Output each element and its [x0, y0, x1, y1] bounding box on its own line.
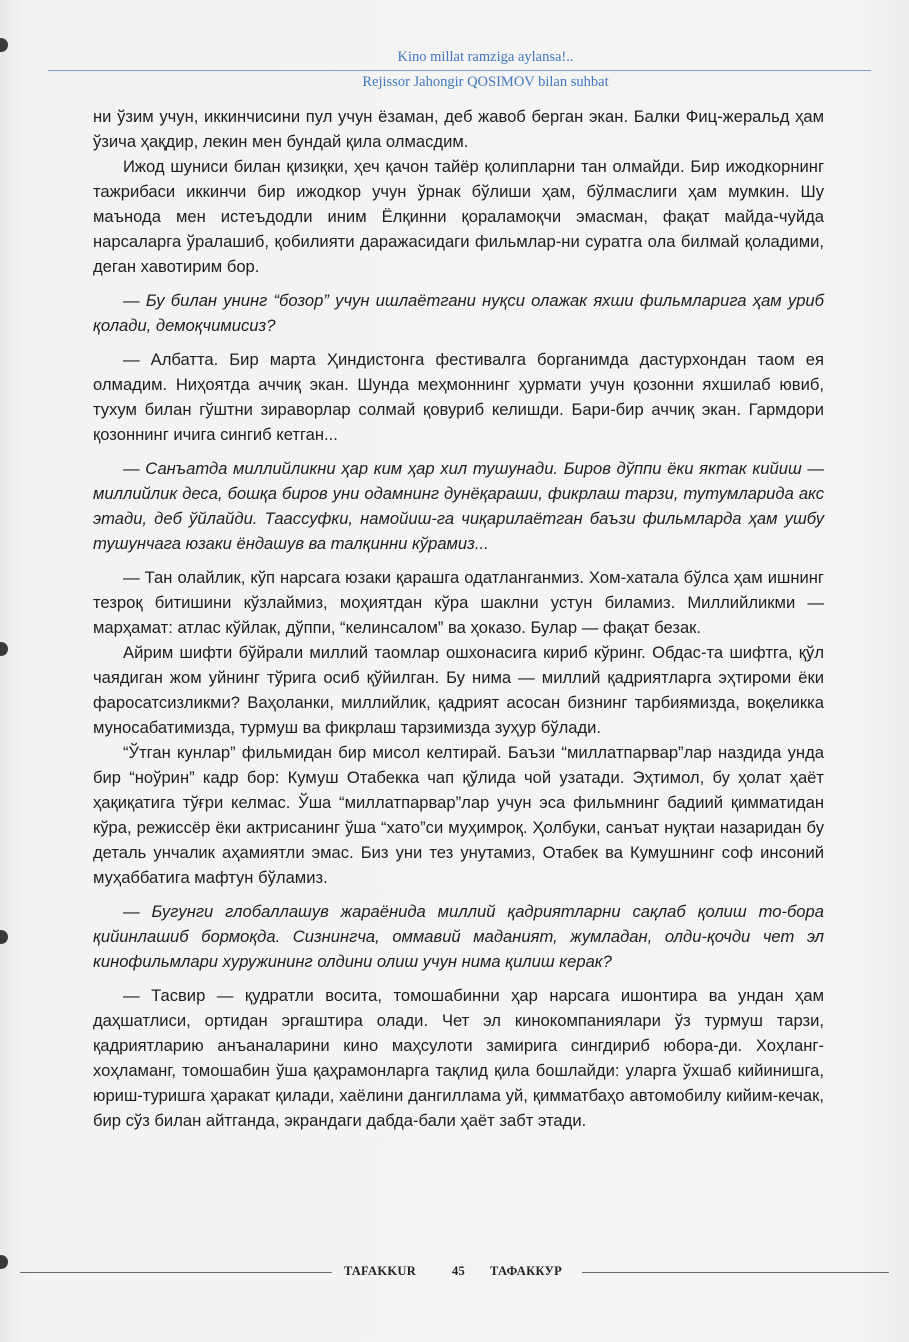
- interview-answer: — Тасвир — қудратли восита, томошабинни ҳар нарсага ишонтира ва ундан ҳам даҳшатлиси, ортидан эргаштира олади. Чет эл кинокомпаниялари ўз турмуш тарзи, қадриятларию анъаналарини кино маҳсулоти замирига сингдириб юбора-ди. Хоҳланг-хоҳламанг, томошабин ўша қаҳрамонларга тақлид қила бошлайди: уларга ўхшаб кийинишга, юриш-туришга ҳаракат қилади, хаёлини дангиллама уй, қимматбаҳо автомобилу кийим-кечак, бир сўз билан айтганда, экрандаги дабда-бали ҳаёт забт этади.: [93, 986, 824, 1130]
- interview-question: — Бугунги глобаллашув жараёнида миллий қадриятларни сақлаб қолиш то-бора қийинлашиб бормоқда. Сизнингча, оммавий маданият, жумладан, олди-қочди чет эл кинофильмлари хуружининг олдини олиш учун нима қилиш керак?: [93, 902, 824, 971]
- paragraph: “Ўтган кунлар” фильмидан бир мисол келтирай. Баъзи “миллатпарвар”лар наздида унда бир “ноўрин” кадр бор: Кумуш Отабекка чап қўлида чой узатади. Эҳтимол, бу ҳолат ҳаёт ҳақиқатига тўғри келмас. Ўша “миллатпарвар”лар учун эса фильмнинг бадиий қимматидан кўра, режиссёр ёки актрисанинг ўша “хато”си муҳимроқ. Ҳолбуки, санъат нуқтаи назаридан бу деталь унчалик аҳамиятли эмас. Биз уни тез унутамиз, Отабек ва Кумушнинг соф инсоний муҳаббатига мафтун бўламиз.: [93, 743, 824, 887]
- header-article-title: Kino millat ramziga aylansa!..: [397, 49, 574, 65]
- header-subtitle: Rejissor Jahongir QOSIMOV bilan suhbat: [362, 74, 609, 90]
- magazine-name-cyrillic: ТАФАККУР: [490, 1264, 563, 1278]
- header-rule: [48, 70, 871, 71]
- running-header: [48, 48, 871, 100]
- interview-question: — Санъатда миллийликни ҳар ким ҳар хил тушунади. Биров дўппи ёки яктак кийиш — миллийлик деса, бошқа биров уни одамнинг дунёқараши, фикрлаш тарзи, тутумларида акс этади, деб ўйлайди. Таассуфки, намойиш-га чиқарилаётган баъзи фильмларда ҳам ушбу тушунчага юзаки ёндашув ва талқинни кўрамиз...: [93, 459, 824, 553]
- page-number: 45: [452, 1264, 466, 1278]
- binding-hole: [0, 38, 8, 52]
- page-footer: [20, 1262, 889, 1282]
- binding-hole: [0, 642, 8, 656]
- interview-answer: — Албатта. Бир марта Ҳиндистонга фестивалга борганимда дастурхондан таом ея олмадим. Ниҳоятда аччиқ экан. Шунда меҳмоннинг ҳурмати учун қозонни яхшилаб ювиб, тухум билан гўштни зираворлар солмай қовуриб келишди. Бари-бир аччиқ экан. Гармдори қозоннинг ичига сингиб кетган...: [93, 350, 824, 444]
- footer-rule-left: [20, 1272, 332, 1273]
- paragraph: Айрим шифти бўйрали миллий таомлар ошхонасига кириб кўринг. Обдас-та шифтга, қўл чаядиган жом уйнинг тўрига осиб қўйилган. Бу нима — миллий қадриятларга эҳтироми ёки фаросатсизликми? Ваҳоланки, миллийлик, қадрият асосан бизнинг тарбиямизда, воқеликка муносабатимизда, турмуш ва фикрлаш тарзимизда зуҳур бўлади.: [93, 643, 824, 737]
- binding-hole: [0, 1255, 8, 1269]
- article-body: [93, 104, 824, 1244]
- binding-hole: [0, 930, 8, 944]
- paragraph: ни ўзим учун, иккинчисини пул учун ёзаман, деб жавоб берган экан. Балки Фиц-жеральд ҳам ўзича ҳақдир, лекин мен бундай қила олмасдим.: [93, 107, 824, 151]
- paragraph: Ижод шуниси билан қизиқки, ҳеч қачон тайёр қолипларни тан олмайди. Бир ижодкорнинг тажрибаси иккинчи бир ижодкор учун ўрнак бўлиши ҳам, бўлмаслиги ҳам мумкин. Шу маънода мен истеъдодли иним Ёлқинни қораламоқчи эмасман, фақат майда-чуйда нарсаларга ўралашиб, қобилияти даражасидаги фильмлар-ни суратга ола билмай қоладими, деган хавотирим бор.: [93, 157, 824, 276]
- footer-rule-right: [582, 1272, 889, 1273]
- interview-question: — Бу билан унинг “бозор” учун ишлаётгани нуқси олажак яхши фильмларига ҳам уриб қолади, демоқчимисиз?: [93, 291, 824, 335]
- magazine-name-latin: TAFAKKUR: [344, 1264, 417, 1278]
- interview-answer: — Тан олайлик, кўп нарсага юзаки қарашга одатланганмиз. Хом-хатала бўлса ҳам ишнинг тезроқ битишини кўзлаймиз, моҳиятдан кўра шаклни устун биламиз. Миллийликми — марҳамат: атлас кўйлак, дўппи, “келинсалом” ва ҳоказо. Булар — фақат безак.: [93, 568, 824, 637]
